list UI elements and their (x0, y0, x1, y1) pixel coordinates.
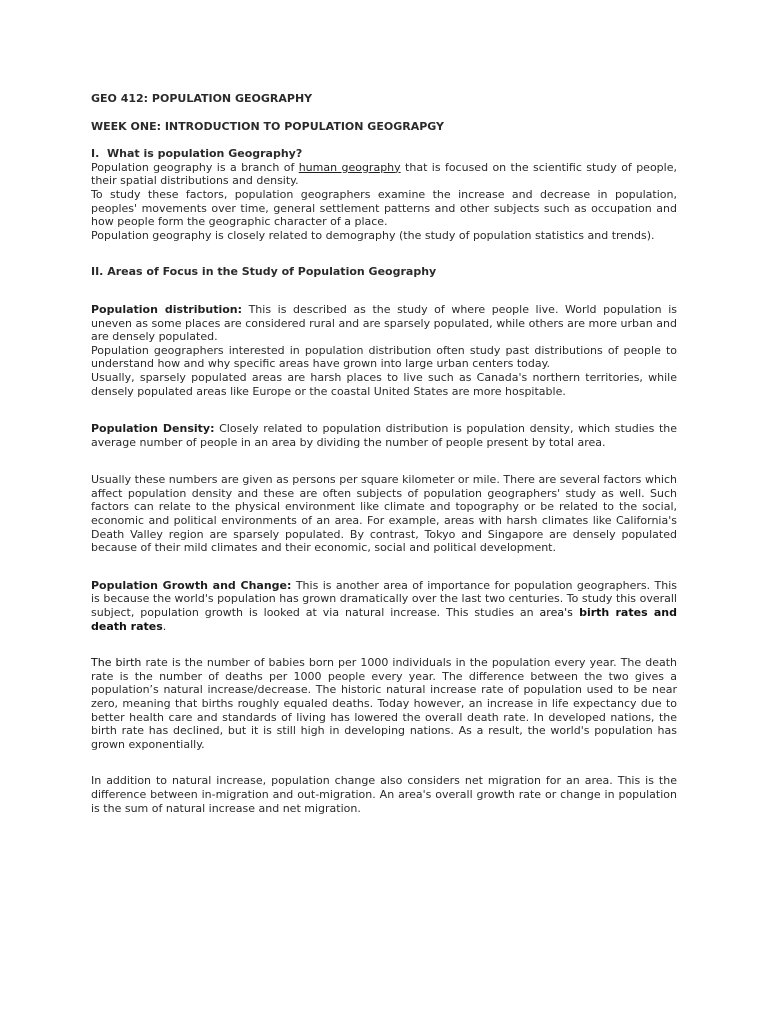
birth-lead: The birth (91, 656, 142, 670)
section-1-paragraph-2: To study these factors, population geographers examine the increase and decrease in population, peoples' movements over time, general settlement patterns and other subjects such as occupation and how people form the geographic character of a place. (91, 187, 677, 229)
density-text: Closely related to population distribution is population density, which studies the average number of people in an area by dividing the number of people present by total area. (91, 422, 677, 449)
density-paragraph (91, 422, 677, 449)
section-1-heading (91, 147, 677, 161)
density-factors-block (91, 473, 677, 555)
migration-block (91, 774, 677, 815)
section-2-heading: II. Areas of Focus in the Study of Population Geography (91, 265, 437, 279)
growth-end: . (162, 619, 167, 633)
growth-bold-phrase: birth rates and death rates (91, 606, 678, 633)
section-1-paragraph-1 (91, 161, 677, 188)
distribution-paragraph-1 (91, 303, 677, 344)
distribution-term: Population distribution: (91, 302, 243, 316)
distribution-text: This is described as the study of where people live. World population is uneven as some places are considered rural and are sparsely populated, while others are more urban and are densely populated. (91, 302, 677, 344)
section-1-number: I. (91, 147, 100, 161)
birth-rate-paragraph (91, 656, 677, 751)
growth-area-word: area's (539, 606, 573, 620)
density-factors-paragraph: Usually these numbers are given as persons per square kilometer or mile. There are several factors which affect population density and these are often subjects of population geographers' study as well. Such factors can relate to the physical environment like climate and topography or be related to the social, economic and political environments of an area. For example, areas with harsh climates like California's Death Valley region are sparsely populated. By contrast, Tokyo and Singapore are densely populated because of their mild climates and their economic, social and political development. (91, 473, 677, 555)
growth-text: This is another area of importance for population geographers. This is because the world's population has grown dramatically over the last two centuries. To study this overall subject, population growth is looked at via natural increase. This studies an (91, 578, 677, 620)
population-distribution-block (91, 303, 677, 398)
distribution-paragraph-2: Population geographers interested in population distribution often study past distributions of people to understand how and why specific areas have grown into large urban centers today. (91, 343, 677, 371)
density-term: Population Density: (91, 422, 215, 436)
human-geography-link[interactable]: human geography (298, 160, 401, 174)
document-page (91, 92, 677, 815)
course-title: GEO 412: POPULATION GEOGRAPHY (91, 92, 313, 105)
p1-text-before: Population geography is a branch of (91, 160, 299, 174)
growth-paragraph (91, 579, 677, 633)
distribution-paragraph-3: Usually, sparsely populated areas are harsh places to live such as Canada's northern territories, while densely populated areas like Europe or the coastal United States are more hospitable. (91, 370, 677, 398)
p1-text-after: that is focused on the scientific study of people, their spatial distributions and density. (91, 160, 677, 188)
birth-text: rate is the number of babies born per 1000 individuals in the population every year. The death rate is the number of deaths per 1000 people every year. The difference between the two gives a population’s natural increase/decrease. The historic natural increase rate of population used to be near zero, meaning that births roughly equaled deaths. Today however, an increase in life expectancy due to better health care and standards of living has lowered the overall death rate. In developed nations, the birth rate has declined, but it is still high in developing nations. As a result, the world's population has grown exponentially. (91, 656, 677, 751)
birth-rate-block (91, 656, 677, 751)
section-1-title: What is population Geography? (107, 147, 303, 161)
section-1-paragraph-3: Population geography is closely related to demography (the study of population statistics and trends). (91, 228, 655, 242)
week-title: WEEK ONE: INTRODUCTION TO POPULATION GEOGRAPGY (91, 119, 445, 133)
population-density-block (91, 422, 677, 449)
growth-term: Population Growth and Change: (91, 578, 292, 592)
migration-paragraph: In addition to natural increase, population change also considers net migration for an area. This is the difference between in-migration and out-migration. An area's overall growth rate or change in population is the sum of natural increase and net migration. (91, 774, 677, 815)
population-growth-block (91, 579, 677, 633)
